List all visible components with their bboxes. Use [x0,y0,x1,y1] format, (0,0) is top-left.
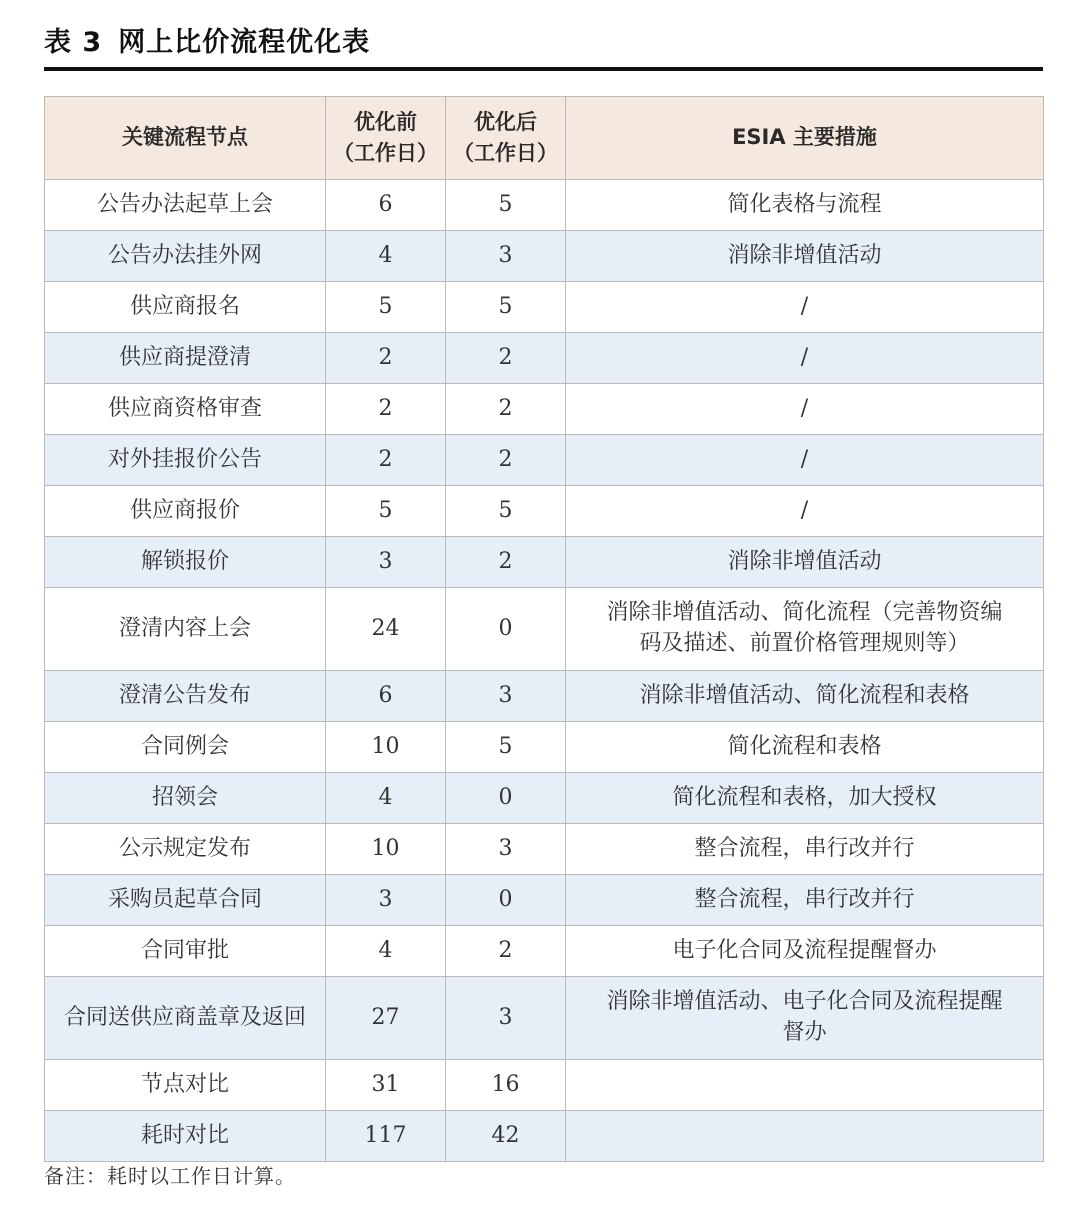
cell-after: 2 [446,926,566,977]
cell-node: 合同例会 [45,722,326,773]
cell-node: 公告办法挂外网 [45,231,326,282]
table-row [45,773,1044,824]
cell-measure: / [566,435,1044,486]
cell-after: 0 [446,773,566,824]
cell-node: 招领会 [45,773,326,824]
cell-measure-line1: 消除非增值活动、电子化合同及流程提醒 [606,989,1003,1015]
cell-before: 5 [326,486,446,537]
cell-measure: / [566,384,1044,435]
header-after [446,97,566,180]
cell-after: 0 [446,588,566,671]
cell-before: 5 [326,282,446,333]
cell-before: 2 [326,333,446,384]
table-row [45,537,1044,588]
cell-measure [566,1060,1044,1111]
cell-before: 2 [326,435,446,486]
table-row [45,435,1044,486]
cell-after: 3 [446,671,566,722]
cell-node: 采购员起草合同 [45,875,326,926]
table-title [44,20,370,59]
cell-node: 澄清内容上会 [45,588,326,671]
header-row [45,97,1044,180]
cell-measure: 简化表格与流程 [566,180,1044,231]
header-before-line1: 优化前 [354,109,417,134]
table-row [45,977,1044,1060]
cell-before: 117 [326,1111,446,1162]
cell-after: 5 [446,722,566,773]
cell-before: 4 [326,231,446,282]
table-row [45,824,1044,875]
cell-before: 24 [326,588,446,671]
cell-node: 供应商报名 [45,282,326,333]
cell-measure: / [566,333,1044,384]
cell-after: 2 [446,333,566,384]
cell-node: 公告办法起草上会 [45,180,326,231]
cell-after: 5 [446,486,566,537]
cell-before: 4 [326,773,446,824]
cell-measure: / [566,486,1044,537]
cell-measure: 消除非增值活动 [566,231,1044,282]
cell-before: 6 [326,671,446,722]
table-row [45,722,1044,773]
table-number: 表 3 [44,27,103,58]
header-node: 关键流程节点 [45,97,326,180]
cell-measure: 整合流程，串行改并行 [566,875,1044,926]
table-row [45,1060,1044,1111]
table-row [45,588,1044,671]
table-row [45,1111,1044,1162]
cell-before: 2 [326,384,446,435]
cell-after: 42 [446,1111,566,1162]
cell-node: 供应商报价 [45,486,326,537]
cell-measure [566,588,1044,671]
cell-before: 10 [326,722,446,773]
table-row [45,333,1044,384]
process-table [44,96,1044,1162]
cell-after: 5 [446,282,566,333]
cell-before: 4 [326,926,446,977]
cell-measure: 消除非增值活动、简化流程和表格 [566,671,1044,722]
table-title-text: 网上比价流程优化表 [118,27,371,58]
cell-after: 3 [446,231,566,282]
cell-after: 2 [446,435,566,486]
cell-node: 合同送供应商盖章及返回 [45,977,326,1060]
cell-node: 节点对比 [45,1060,326,1111]
table-row [45,180,1044,231]
header-measure: ESIA 主要措施 [566,97,1044,180]
table-row [45,231,1044,282]
cell-before: 27 [326,977,446,1060]
cell-node: 耗时对比 [45,1111,326,1162]
header-after-line1: 优化后 [474,109,537,134]
cell-measure: 电子化合同及流程提醒督办 [566,926,1044,977]
cell-measure: 消除非增值活动 [566,537,1044,588]
cell-before: 3 [326,875,446,926]
cell-measure-line2: 码及描述、前置价格管理规则等） [639,631,970,656]
header-before [326,97,446,180]
cell-measure-line1: 消除非增值活动、简化流程（完善物资编 [606,600,1003,626]
cell-node: 合同审批 [45,926,326,977]
cell-node: 公示规定发布 [45,824,326,875]
cell-after: 3 [446,824,566,875]
cell-measure: 整合流程，串行改并行 [566,824,1044,875]
cell-measure: 简化流程和表格 [566,722,1044,773]
cell-before: 10 [326,824,446,875]
table-note: 备注：耗时以工作日计算。 [44,1164,296,1188]
header-after-line2: （工作日） [453,141,558,165]
cell-before: 6 [326,180,446,231]
table-row [45,875,1044,926]
cell-node: 澄清公告发布 [45,671,326,722]
table-row [45,486,1044,537]
cell-measure: / [566,282,1044,333]
table-row [45,926,1044,977]
cell-node: 供应商资格审查 [45,384,326,435]
cell-measure [566,1111,1044,1162]
cell-node: 供应商提澄清 [45,333,326,384]
cell-node: 解锁报价 [45,537,326,588]
table-row [45,384,1044,435]
cell-measure [566,977,1044,1060]
cell-after: 2 [446,384,566,435]
title-rule [44,67,1043,71]
header-before-line2: （工作日） [333,141,438,165]
table-row [45,671,1044,722]
cell-before: 3 [326,537,446,588]
cell-node: 对外挂报价公告 [45,435,326,486]
cell-measure-line2: 督办 [782,1020,827,1045]
cell-measure: 简化流程和表格，加大授权 [566,773,1044,824]
cell-after: 16 [446,1060,566,1111]
cell-after: 5 [446,180,566,231]
table-row [45,282,1044,333]
cell-after: 2 [446,537,566,588]
cell-after: 3 [446,977,566,1060]
cell-before: 31 [326,1060,446,1111]
cell-after: 0 [446,875,566,926]
